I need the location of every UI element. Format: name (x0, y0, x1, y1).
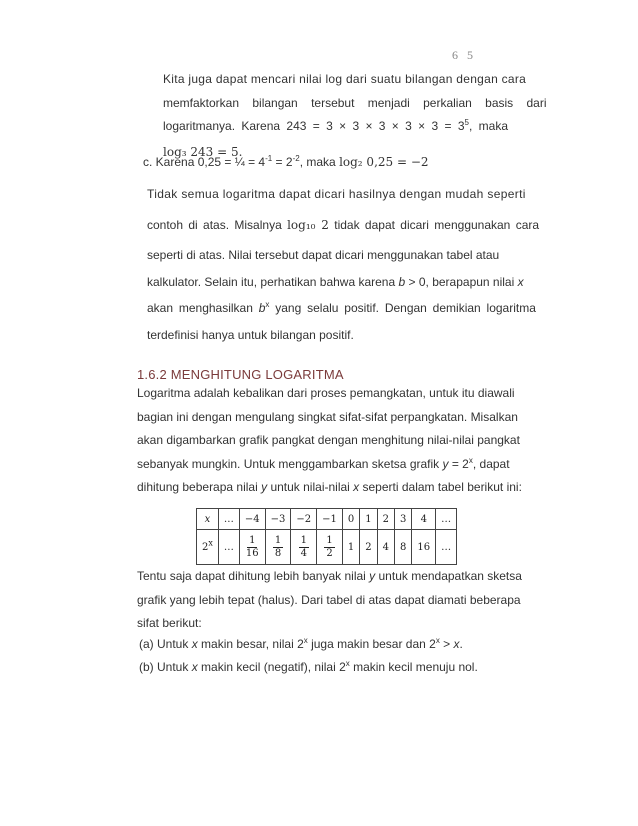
exponent: -2 (292, 154, 300, 163)
text-fragment: makin kecil menuju nol. (349, 660, 478, 674)
denominator: 8 (274, 547, 282, 559)
paragraph-pemangkatan (137, 382, 522, 500)
fraction (246, 535, 259, 560)
variable: x (204, 513, 211, 525)
text-line (137, 565, 522, 589)
table-cell (291, 530, 317, 565)
table-cell: … (436, 509, 457, 530)
text-fragment: makin besar, nilai 2 (197, 637, 304, 651)
denominator: 16 (245, 547, 259, 559)
numerator: 1 (249, 534, 256, 546)
table-cell: 0 (342, 509, 359, 530)
table-cell: 4 (412, 509, 436, 530)
text-fragment: logaritmanya. Karena 243 = 3 × 3 × 3 × 3 × 3 = 3 (163, 119, 465, 133)
section-heading: 1.6.2 MENGHITUNG LOGARITMA (137, 367, 344, 382)
item-c (143, 151, 523, 175)
table-cell: −2 (291, 509, 317, 530)
text-line (147, 269, 524, 296)
text-line: bagian ini dengan mengulang singkat sifat-sifat perpangkatan. Misalkan (137, 409, 518, 424)
fraction (324, 535, 334, 560)
text-fragment: yang selalu positif. Dengan demikian logaritma (269, 301, 536, 315)
table-cell (265, 530, 291, 565)
base: 2 (202, 541, 209, 553)
table-cell: 2 (360, 530, 377, 565)
text-fragment: untuk nilai-nilai (267, 480, 354, 494)
text-fragment: tidak dapat dicari menggunakan cara (328, 217, 540, 232)
text-fragment: = 2 (272, 155, 293, 169)
text-fragment: = 2 (448, 456, 469, 471)
text-fragment: sebanyak mungkin. Untuk menggambarkan sketsa grafik (137, 456, 443, 471)
text-fragment: , maka (468, 119, 508, 133)
text-fragment: (b) Untuk (139, 660, 192, 674)
table-cell: −4 (239, 509, 265, 530)
text-fragment: > (439, 637, 454, 651)
paragraph-factorization (163, 68, 547, 164)
denominator: 2 (326, 547, 333, 559)
paragraph-tentu-saja (137, 565, 522, 636)
exponent: x (303, 636, 308, 645)
text-line (139, 633, 519, 657)
text-line (139, 656, 519, 680)
table-cell: −3 (265, 509, 291, 530)
fraction (273, 535, 283, 560)
table-cell: −1 (317, 509, 343, 530)
text-line: Kita juga dapat mencari nilai log dari suatu bilangan dengan cara (163, 72, 527, 86)
text-fragment: dihitung beberapa nilai (137, 480, 262, 494)
property-b (139, 656, 519, 680)
text-fragment: > 0, berapapun nilai (405, 274, 518, 289)
text-fragment: . (459, 637, 463, 651)
variable: b (258, 301, 266, 315)
text-fragment: Tentu saja dapat dihitung lebih banyak nilai (137, 569, 370, 583)
text-line: terdefinisi hanya untuk bilangan positif. (147, 327, 354, 342)
exponent: x (265, 300, 270, 309)
text-fragment: kalkulator. Selain itu, perhatikan bahwa karena (147, 274, 399, 289)
text-line: grafik yang lebih tepat (halus). Dari tabel di atas dapat diamati beberapa (137, 592, 521, 607)
text-line: memfaktorkan bilangan tersebut menjadi perkalian basis dari (163, 95, 547, 110)
table-cell: 2 (377, 509, 394, 530)
text-fragment: seperti dalam tabel berikut ini: (359, 480, 522, 494)
math-log10-2: log₁₀ 2 (287, 217, 329, 232)
text-fragment: contoh di atas. Misalnya (147, 217, 288, 232)
text-line: Logaritma adalah kebalikan dari proses pemangkatan, untuk itu diawali (137, 386, 515, 400)
math-log3-243: log₃ 243 = 5. (163, 144, 243, 159)
text-line (147, 295, 536, 322)
variable: x (453, 637, 460, 651)
table-cell: 4 (377, 530, 394, 565)
numerator: 1 (274, 534, 282, 546)
table-cell: … (436, 530, 457, 565)
text-fragment: akan menghasilkan (147, 301, 259, 315)
text-line (137, 453, 519, 477)
table-cell: 8 (395, 530, 412, 565)
exponent: x (435, 636, 440, 645)
text-fragment: (a) Untuk (139, 637, 192, 651)
numerator: 1 (326, 534, 333, 546)
text-line (147, 212, 540, 239)
text-fragment: juga makin besar dan 2 (307, 637, 436, 651)
paragraph-not-all-logs (147, 181, 540, 348)
table-header-2x (197, 530, 219, 565)
table-cell: 3 (395, 509, 412, 530)
table-cell: 1 (360, 509, 377, 530)
table-cell (317, 530, 343, 565)
variable: x (191, 637, 198, 651)
table-row-2x (197, 530, 457, 565)
variable: y (442, 456, 449, 471)
variable: y (261, 480, 268, 494)
exponent: x (468, 455, 473, 465)
table (196, 508, 457, 565)
exponent: -1 (265, 154, 273, 163)
math-log2-025: log₂ 0,25 = −2 (339, 155, 429, 169)
text-line (143, 151, 523, 175)
table-cell (239, 530, 265, 565)
variable: y (369, 569, 376, 583)
variable: b (398, 274, 406, 289)
table-cell: … (218, 509, 239, 530)
text-line: seperti di atas. Nilai tersebut dapat dicari menggunakan tabel atau (147, 248, 500, 262)
text-line (163, 115, 521, 139)
text-fragment: c. Karena 0,25 = ¼ = 4 (143, 155, 266, 169)
text-line (137, 476, 522, 500)
powers-of-two-table (196, 508, 457, 565)
variable: x (353, 480, 360, 494)
property-a (139, 633, 519, 657)
text-line: sifat berikut: (137, 616, 202, 630)
exponent: 5 (464, 118, 469, 127)
fraction (299, 535, 309, 560)
variable: x (517, 274, 524, 289)
denominator: 4 (300, 547, 307, 559)
text-fragment: makin kecil (negatif), nilai 2 (197, 660, 346, 674)
table-cell: … (218, 530, 239, 565)
text-fragment: , maka (299, 155, 340, 169)
text-fragment: untuk mendapatkan sketsa (375, 569, 522, 583)
page-number: 6 5 (452, 48, 476, 62)
text-fragment: , dapat (472, 456, 510, 471)
numerator: 1 (300, 534, 307, 546)
exponent: x (208, 538, 213, 548)
text-line: akan digambarkan grafik pangkat dengan menghitung nilai-nilai pangkat (137, 433, 520, 447)
exponent: x (345, 659, 350, 668)
text-line: Tidak semua logaritma dapat dicari hasilnya dengan mudah seperti (147, 187, 526, 201)
table-row-x (197, 509, 457, 530)
table-cell: 1 (342, 530, 359, 565)
variable: x (191, 660, 198, 674)
table-cell: 16 (412, 530, 436, 565)
table-header-x (197, 509, 219, 530)
